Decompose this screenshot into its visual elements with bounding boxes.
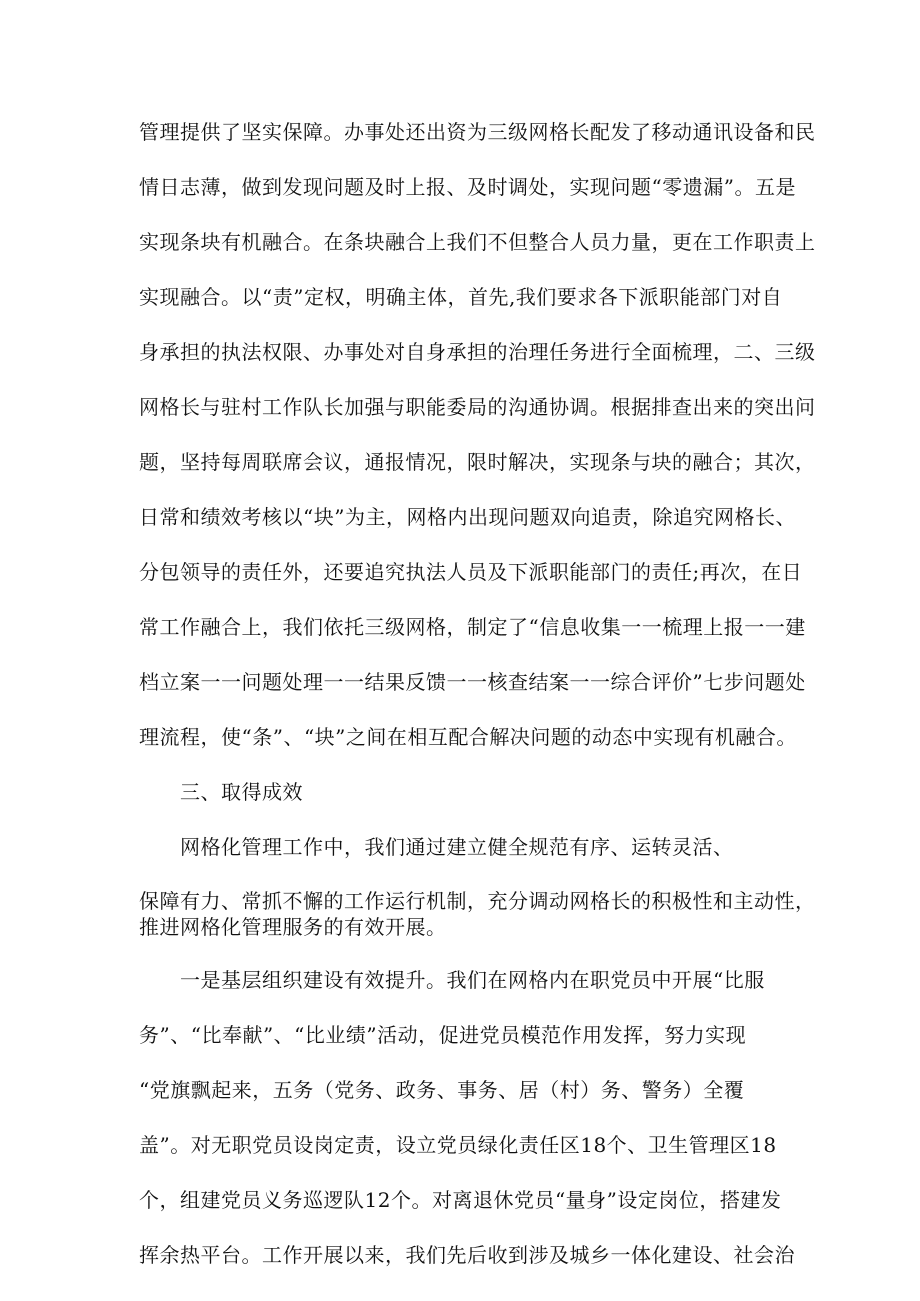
section-heading: 三、取得成效: [180, 780, 303, 804]
paragraph-2-line-1: 网格化管理工作中，我们通过建立健全规范有序、运转灵活、: [180, 835, 734, 859]
paragraph-2-line-3: 推进网格化管理服务的有效开展。: [139, 915, 447, 939]
paragraph-1-line-4: 实现融合。以“责”定权，明确主体，首先,我们要求各下派职能部门对自: [139, 285, 783, 309]
paragraph-1-line-7: 题，坚持每周联席会议，通报情况，限时解决，实现条与块的融合；其次，: [139, 450, 816, 474]
paragraph-1-line-1: 管理提供了坚实保障。办事处还出资为三级网格长配发了移动通讯设备和民: [139, 120, 816, 144]
paragraph-2-line-2: 保障有力、常抓不懈的工作运行机制，充分调动网格长的积极性和主动性，: [139, 889, 816, 913]
paragraph-3-line-4: 盖”。对无职党员设岗定责，设立党员绿化责任区18个、卫生管理区18: [139, 1133, 777, 1157]
paragraph-3-line-6: 挥余热平台。工作开展以来，我们先后收到涉及城乡一体化建设、社会治: [139, 1243, 795, 1267]
paragraph-1-line-9: 分包领导的责任外，还要追究执法人员及下派职能部门的责任;再次，在日: [139, 560, 803, 584]
paragraph-1-line-2: 情日志薄，做到发现问题及时上报、及时调处，实现问题“零遗漏”。五是: [139, 175, 796, 199]
paragraph-3-line-3: “党旗飘起来，五务（党务、政务、事务、居（村）务、警务）全覆: [139, 1078, 745, 1102]
paragraph-3-line-1: 一是基层组织建设有效提升。我们在网格内在职党员中开展“比服: [180, 968, 765, 992]
paragraph-3-line-5: 个，组建党员义务巡逻队12个。对离退休党员“量身”设定岗位，搭建发: [139, 1188, 782, 1212]
paragraph-1-line-5: 身承担的执法权限、办事处对自身承担的治理任务进行全面梳理，二、三级: [139, 340, 816, 364]
paragraph-1-line-10: 常工作融合上，我们依托三级网格，制定了“信息收集一一梳理上报一一建: [139, 615, 806, 639]
paragraph-1-line-11: 档立案一一问题处理一一结果反馈一一核查结案一一综合评价”七步问题处: [139, 670, 806, 694]
paragraph-1-line-3: 实现条块有机融合。在条块融合上我们不但整合人员力量，更在工作职责上: [139, 230, 816, 254]
paragraph-1-line-6: 网格长与驻村工作队长加强与职能委局的沟通协调。根据排查出来的突出问: [139, 395, 816, 419]
paragraph-3-line-2: 务”、“比奉献”、“比业绩”活动，促进党员模范作用发挥，努力实现: [139, 1023, 747, 1047]
paragraph-1-line-8: 日常和绩效考核以“块”为主，网格内出现问题双向追责，除追究网格长、: [139, 505, 796, 529]
paragraph-1-line-12: 理流程，使“条”、“块”之间在相互配合解决问题的动态中实现有机融合。: [139, 725, 797, 749]
